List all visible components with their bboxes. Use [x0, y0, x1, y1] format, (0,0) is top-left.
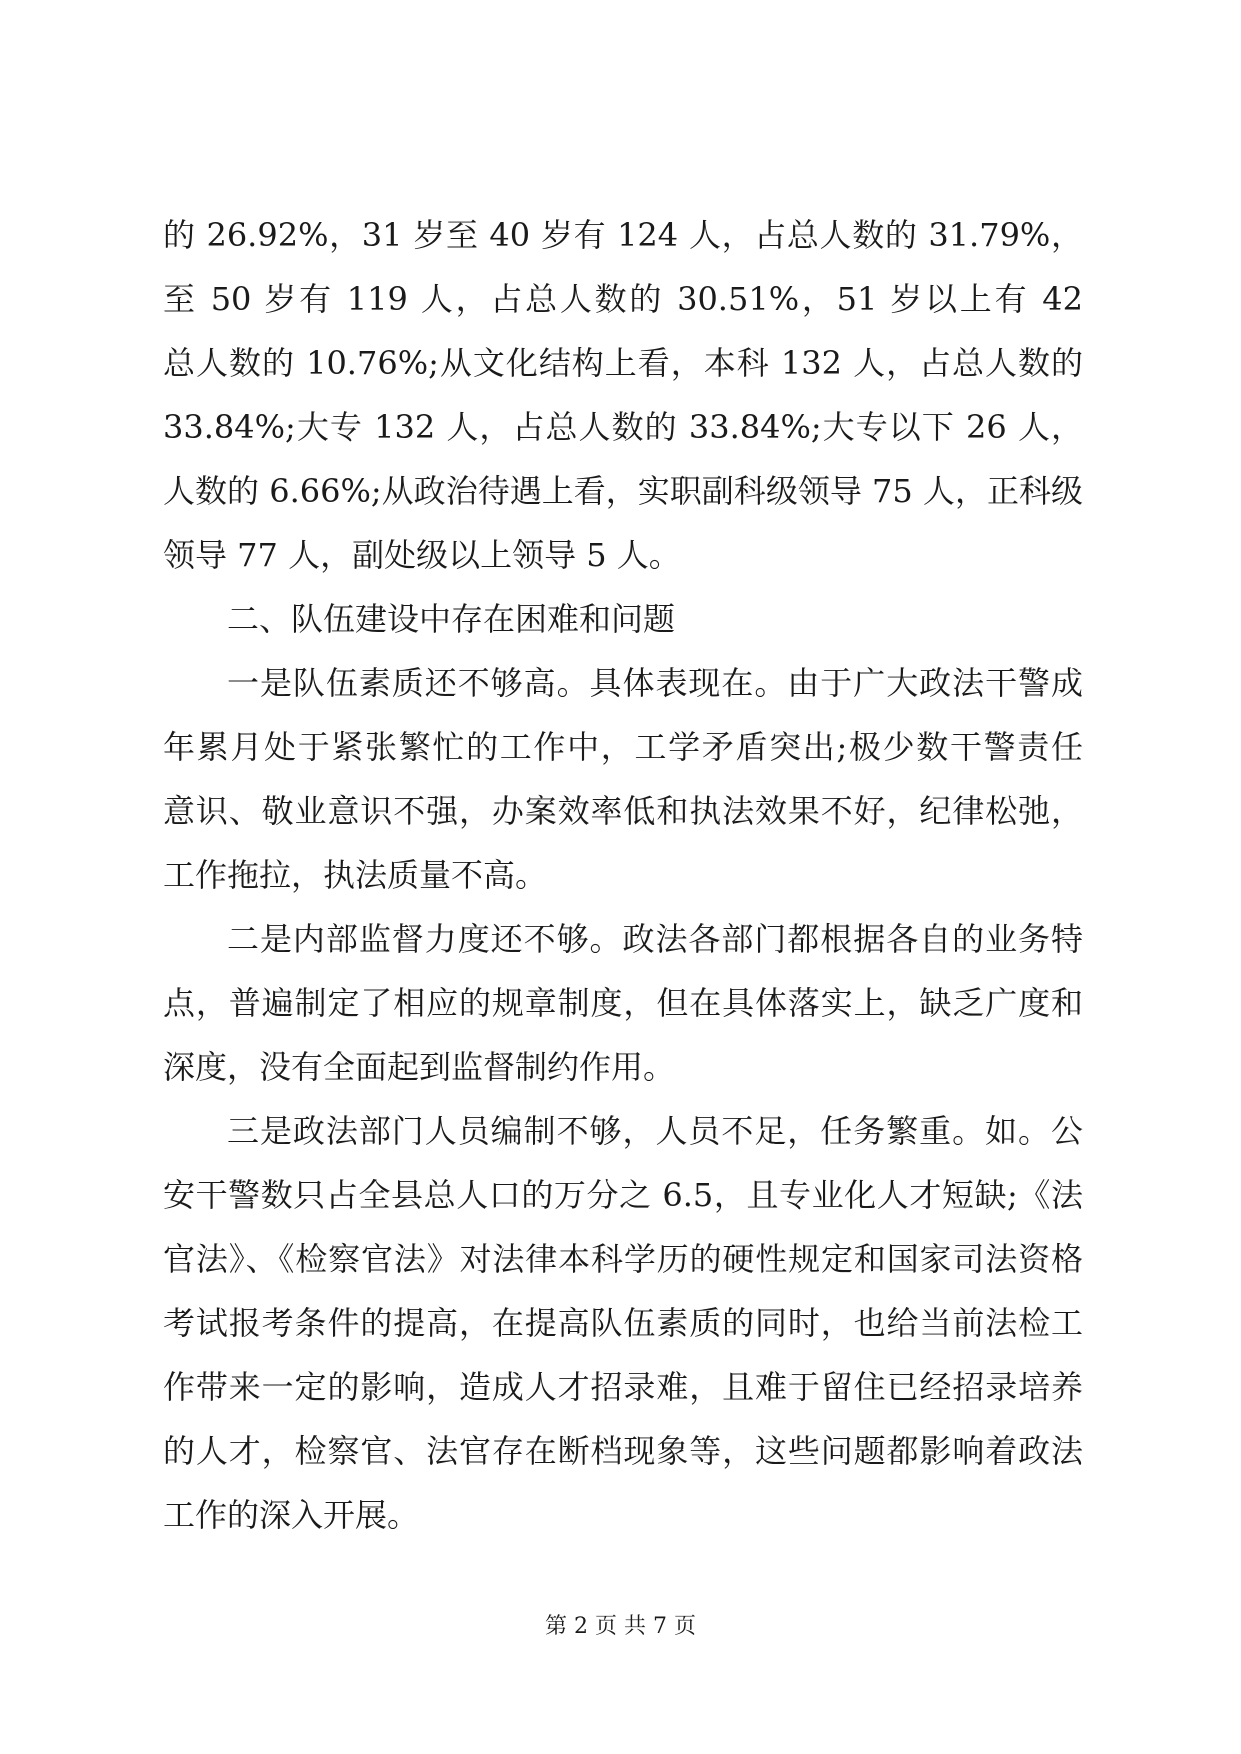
paragraph-first-line: 三是政法部门人员编制不够，人员不足，任务繁重。如。公 — [227, 1112, 1083, 1150]
text-line: 作带来一定的影响，造成人才招录难，且难于留住已经招录培养 — [163, 1368, 1083, 1406]
text-line: 年累月处于紧张繁忙的工作中，工学矛盾突出;极少数干警责任 — [163, 728, 1083, 766]
text-line: 的 26.92%，31 岁至 40 岁有 124 人，占总人数的 31.79%， — [163, 216, 1083, 254]
text-line: 深度，没有全面起到监督制约作用。 — [163, 1048, 676, 1086]
text-line: 工作的深入开展。 — [163, 1496, 420, 1534]
text-line: 安干警数只占全县总人口的万分之 6.5，且专业化人才短缺;《法 — [163, 1176, 1083, 1214]
text-line: 工作拖拉，执法质量不高。 — [163, 856, 548, 894]
section-heading: 二、队伍建设中存在困难和问题 — [227, 600, 676, 638]
text-line: 意识、敬业意识不强，办案效率低和执法效果不好，纪律松弛， — [163, 792, 1083, 830]
text-line: 总人数的 10.76%;从文化结构上看，本科 132 人，占总人数的 — [163, 344, 1083, 382]
text-line: 领导 77 人，副处级以上领导 5 人。 — [163, 536, 681, 574]
document-body — [163, 203, 1083, 1547]
text-line: 的人才，检察官、法官存在断档现象等，这些问题都影响着政法 — [163, 1432, 1083, 1470]
paragraph-first-line: 一是队伍素质还不够高。具体表现在。由于广大政法干警成 — [227, 664, 1083, 702]
text-line: 至 50 岁有 119 人，占总人数的 30.51%，51 岁以上有 42 — [163, 280, 1083, 318]
text-line: 33.84%;大专 132 人，占总人数的 33.84%;大专以下 26 人， — [163, 408, 1083, 446]
text-line: 考试报考条件的提高，在提高队伍素质的同时，也给当前法检工 — [163, 1304, 1083, 1342]
paragraph-first-line: 二是内部监督力度还不够。政法各部门都根据各自的业务特 — [227, 920, 1083, 958]
text-line: 官法》、《检察官法》对法律本科学历的硬性规定和国家司法资格 — [163, 1240, 1083, 1278]
page-number-footer: 第 2 页 共 7 页 — [545, 1614, 696, 1639]
text-line: 人数的 6.66%;从政治待遇上看，实职副科级领导 75 人，正科级 — [163, 472, 1083, 510]
text-line: 点，普遍制定了相应的规章制度，但在具体落实上，缺乏广度和 — [163, 984, 1083, 1022]
